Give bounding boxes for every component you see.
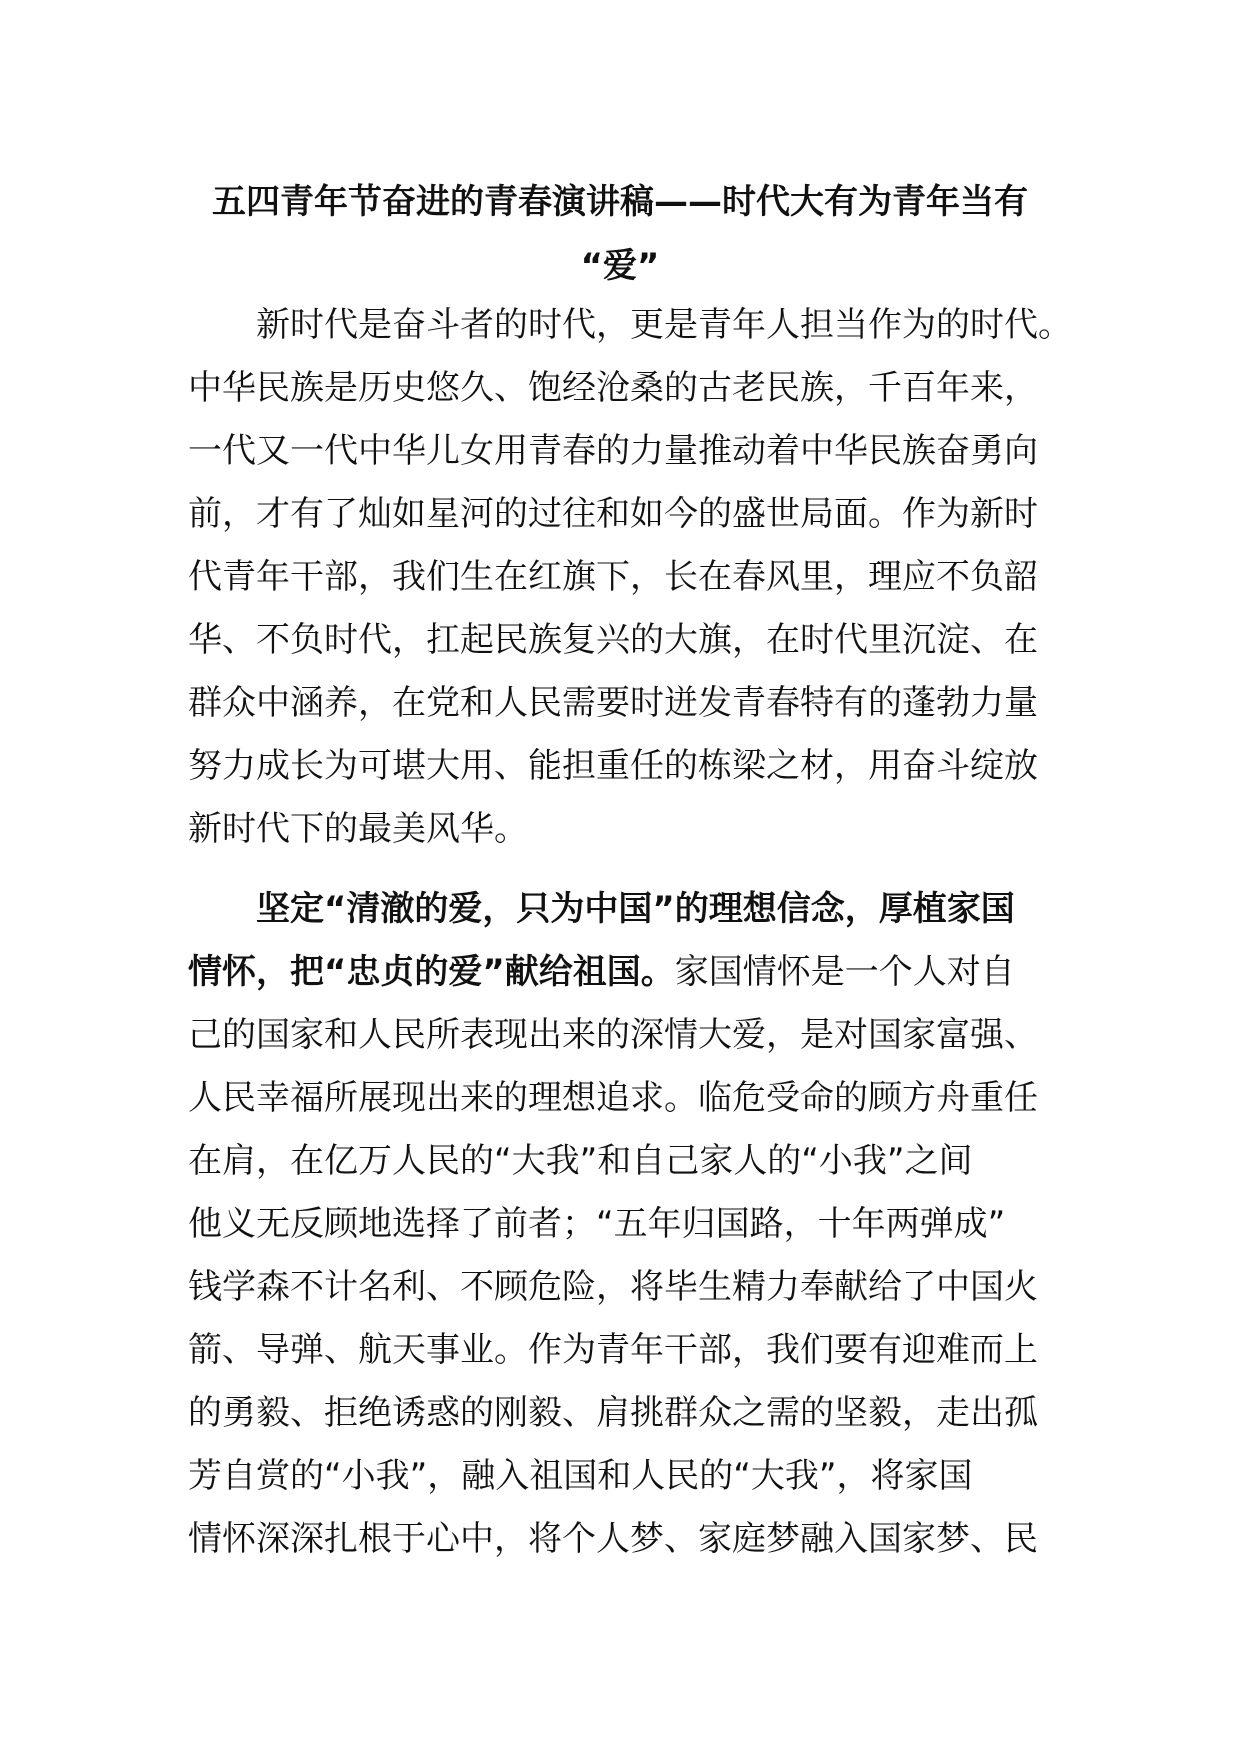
document-title (0, 170, 1240, 298)
paragraph-1 (188, 294, 1072, 861)
title-line-1: 五四青年节奋进的青春演讲稿——时代大有为青年当有 (212, 182, 1028, 222)
paragraph-line: 中华民族是历史悠久、饱经沧桑的古老民族，千百年来， (188, 368, 1038, 408)
paragraph-line: 前，才有了灿如星河的过往和如今的盛世局面。作为新时 (188, 494, 1038, 534)
paragraph-line: 华、不负时代，扛起民族复兴的大旗，在时代里沉淀、在 (188, 620, 1038, 660)
document-body (188, 294, 1072, 1571)
paragraph-2 (188, 878, 1068, 1571)
paragraph-heading-line: 坚定“清澈的爱，只为中国”的理想信念，厚植家国 (256, 889, 1015, 929)
paragraph-line: 情怀深深扎根于心中，将个人梦、家庭梦融入国家梦、民 (188, 1519, 1038, 1559)
paragraph-spacer (188, 861, 1068, 878)
paragraph-text-tail: 家国情怀是一个人对自 (674, 952, 1015, 992)
paragraph-heading-tail: 情怀，把“忠贞的爱”献给祖国。 (188, 952, 675, 992)
paragraph-line: 他义无反顾地选择了前者；“五年归国路，十年两弹成” (188, 1204, 1006, 1244)
paragraph-line: 群众中涵养，在党和人民需要时迸发青春特有的蓬勃力量 (188, 683, 1038, 723)
paragraph-line: 的勇毅、拒绝诱惑的刚毅、肩挑群众之需的坚毅，走出孤 (188, 1393, 1038, 1433)
paragraph-line: 钱学森不计名利、不顾危险，将毕生精力奉献给了中国火 (188, 1267, 1038, 1307)
paragraph-line (188, 941, 1068, 1004)
paragraph-line: 新时代下的最美风华。 (188, 809, 528, 849)
paragraph-line: 代青年干部，我们生在红旗下，长在春风里，理应不负韶 (188, 557, 1038, 597)
title-line-2: “爱” (580, 246, 660, 286)
paragraph-line: 努力成长为可堪大用、能担重任的栋梁之材，用奋斗绽放 (188, 746, 1038, 786)
paragraph-line: 新时代是奋斗者的时代，更是青年人担当作为的时代。 (256, 305, 1072, 345)
paragraph-line: 人民幸福所展现出来的理想追求。临危受命的顾方舟重任 (188, 1078, 1038, 1118)
paragraph-line: 在肩，在亿万人民的“大我”和自己家人的“小我”之间 (188, 1141, 973, 1181)
paragraph-line: 芳自赏的“小我”，融入祖国和人民的“大我”，将家国 (188, 1456, 973, 1496)
paragraph-line: 箭、导弹、航天事业。作为青年干部，我们要有迎难而上 (188, 1330, 1038, 1370)
paragraph-line: 己的国家和人民所表现出来的深情大爱，是对国家富强、 (188, 1015, 1038, 1055)
paragraph-line: 一代又一代中华儿女用青春的力量推动着中华民族奋勇向 (188, 431, 1038, 471)
